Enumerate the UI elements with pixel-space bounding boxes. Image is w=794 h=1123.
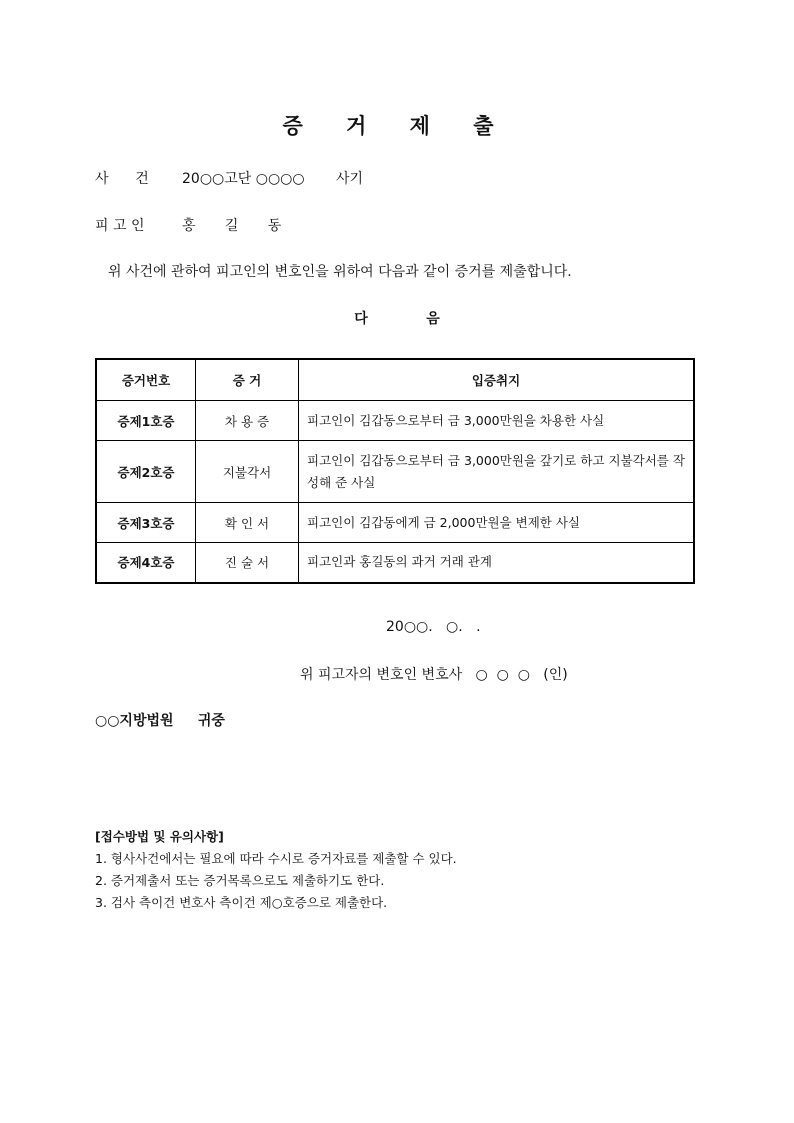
evidence-purpose: 피고인이 김갑동으로부터 금 3,000만원을 갚기로 하고 지불각서를 작성해 준 사실	[299, 441, 695, 503]
case-label: 사 건	[95, 171, 149, 187]
table-row	[96, 401, 694, 441]
evidence-name: 차 용 증	[196, 401, 299, 441]
document-title: 증 거 제 출	[282, 114, 512, 138]
defendant-label: 피 고 인	[95, 218, 145, 234]
case-crime: 사기	[336, 171, 364, 187]
defendant-name: 홍 길 동	[182, 218, 286, 234]
intro-text: 위 사건에 관하여 피고인의 변호인을 위하여 다음과 같이 증거를 제출합니다.	[108, 264, 572, 280]
note-item: 1. 형사사건에서는 필요에 따라 수시로 증거자료를 제출할 수 있다.	[95, 851, 457, 866]
evidence-name: 확 인 서	[196, 503, 299, 543]
evidence-name: 지불각서	[196, 441, 299, 503]
evidence-table	[95, 358, 695, 584]
evidence-name: 진 술 서	[196, 543, 299, 583]
evidence-purpose: 피고인과 홍길동의 과거 거래 관계	[299, 543, 695, 583]
evidence-no: 증제4호증	[96, 543, 196, 583]
evidence-no: 증제3호증	[96, 503, 196, 543]
note-item: 2. 증거제출서 또는 증거목록으로도 제출하기도 한다.	[95, 873, 385, 888]
header-evidence: 증 거	[196, 359, 299, 401]
subheading: 다 음	[354, 311, 440, 327]
notes-heading: [접수방법 및 유의사항]	[95, 829, 224, 844]
evidence-purpose: 피고인이 김갑동에게 금 2,000만원을 변제한 사실	[299, 503, 695, 543]
table-row	[96, 543, 694, 583]
header-evidence-no: 증거번호	[96, 359, 196, 401]
note-item: 3. 검사 측이건 변호사 측이건 제○호증으로 제출한다.	[95, 895, 388, 910]
evidence-no: 증제2호증	[96, 441, 196, 503]
court-addressee: ○○지방법원 귀중	[95, 713, 225, 729]
case-number: 20○○고단 ○○○○	[182, 171, 305, 187]
table-header-row	[96, 359, 694, 401]
table-row	[96, 441, 694, 503]
header-purpose: 입증취지	[299, 359, 695, 401]
table-row	[96, 503, 694, 543]
evidence-no: 증제1호증	[96, 401, 196, 441]
submission-date: 20○○. ○. .	[386, 619, 481, 635]
evidence-purpose: 피고인이 김갑동으로부터 금 3,000만원을 차용한 사실	[299, 401, 695, 441]
attorney-signature: 위 피고자의 변호인 변호사 ○ ○ ○ (인)	[300, 667, 568, 683]
